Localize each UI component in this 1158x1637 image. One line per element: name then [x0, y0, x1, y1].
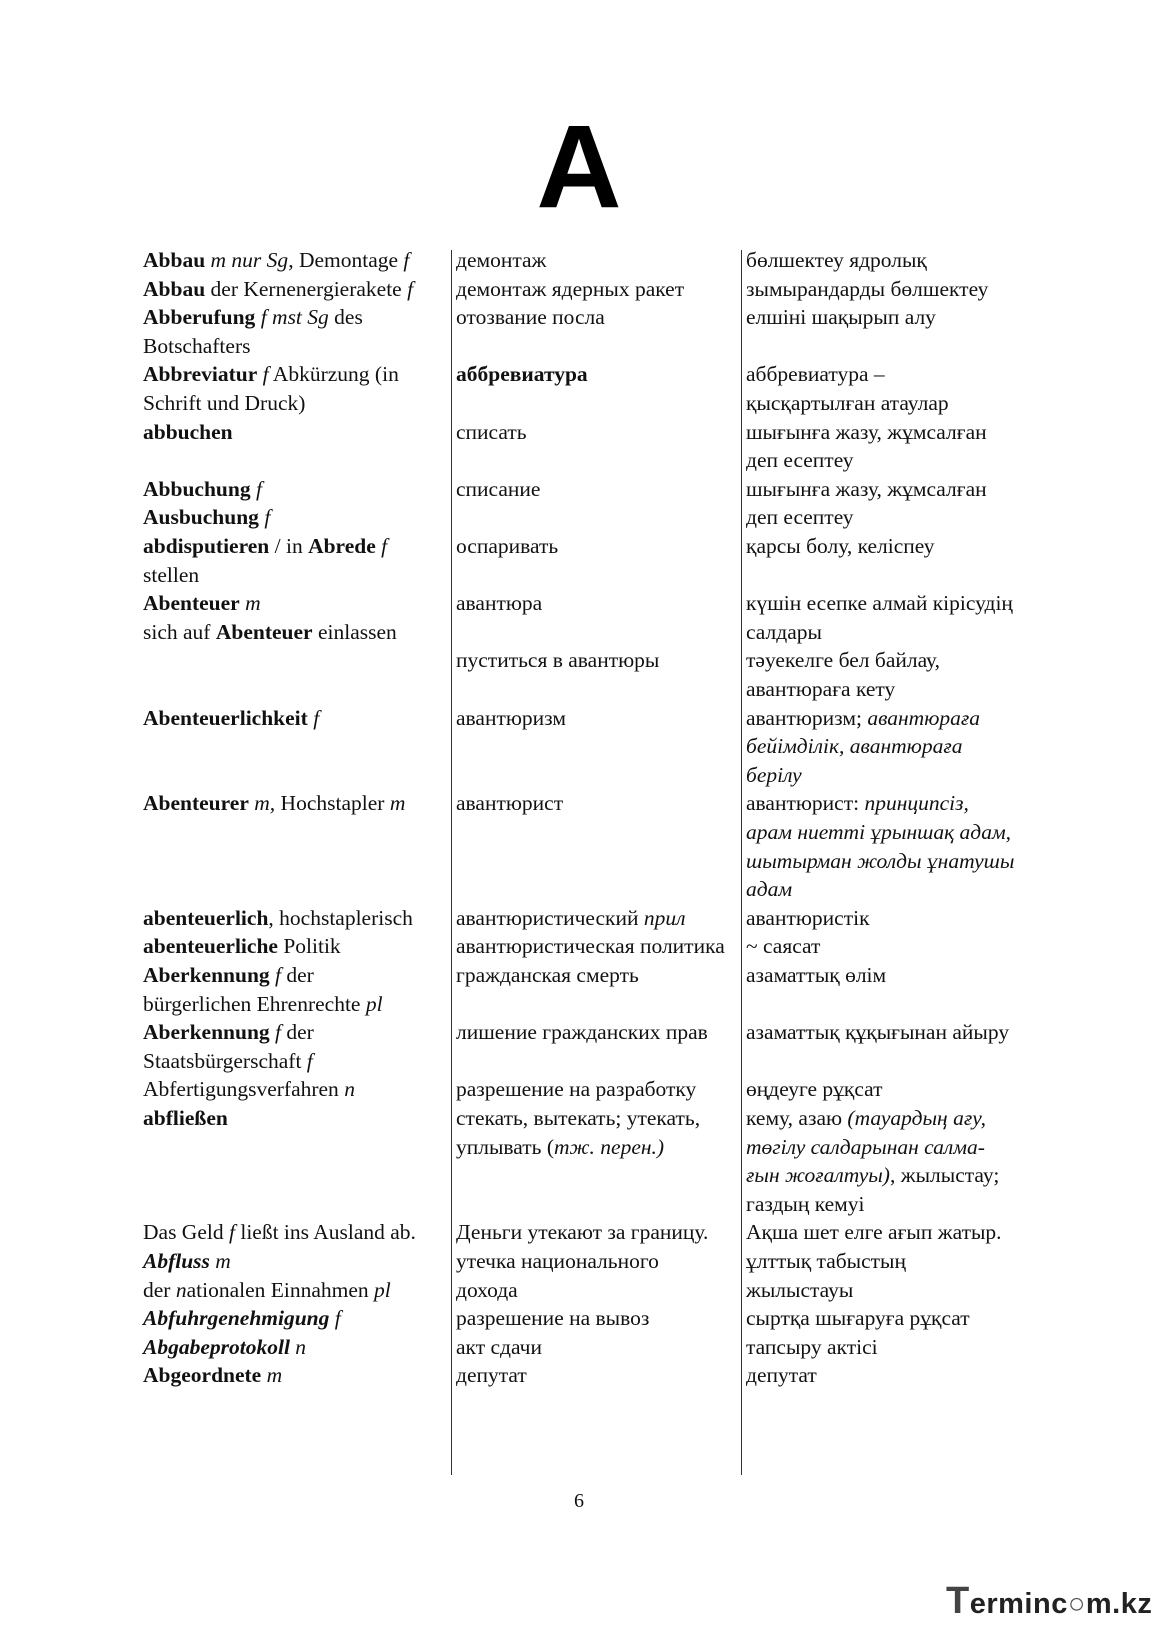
- entry-line: газдың кемуі: [746, 1191, 865, 1216]
- entry-line: авантюраға кету: [746, 676, 896, 701]
- logo-mark: T: [946, 1580, 970, 1622]
- entry-line: Abenteuerlichkeit f: [143, 705, 320, 730]
- entry-line: сыртқа шығаруға рұқсат: [746, 1306, 970, 1331]
- entry-line: Abfertigungsverfahren n: [143, 1077, 355, 1102]
- entry-line: Aberkennung f der: [143, 1020, 314, 1045]
- entry-line: Abgeordnete m: [143, 1363, 283, 1388]
- entry-line: оспаривать: [456, 534, 559, 558]
- russian-term: [456, 475, 540, 504]
- kazakh-term: [746, 1018, 1009, 1047]
- german-term: [143, 1333, 306, 1362]
- entry-line: авантюристік: [746, 905, 870, 930]
- entry-line: депутат: [456, 1363, 527, 1388]
- german-term: [143, 1304, 341, 1333]
- entry-line: Abberufung f mst Sg des: [143, 305, 363, 330]
- entry-line: кему, азаю (тауардың ағу,: [746, 1106, 987, 1130]
- entry-line: бөлшектеу ядролық: [746, 248, 927, 272]
- kazakh-term: [746, 789, 1014, 903]
- kazakh-term: [746, 1104, 999, 1218]
- german-term: [143, 475, 270, 532]
- entry-line: шытырман жолды ұнатушы: [746, 848, 1015, 873]
- german-term: [143, 1247, 391, 1304]
- russian-term: [456, 646, 659, 675]
- russian-term: [456, 418, 527, 447]
- entry-line: арам ниетті ұрыншақ адам,: [746, 819, 1012, 844]
- entry-line: Abgabeprotokoll n: [143, 1334, 307, 1359]
- entry-line: азаматтық өлім: [746, 963, 887, 987]
- russian-term: [456, 1361, 527, 1390]
- german-term: [143, 418, 233, 447]
- entry-line: abdisputieren / in Abrede f: [143, 534, 388, 558]
- german-term: [143, 961, 383, 1018]
- entry-line: списание: [456, 476, 541, 501]
- entry-line: қысқартылған атаулар: [746, 390, 949, 415]
- entry-line: азаматтық құқығынан айыру: [746, 1020, 1010, 1045]
- entry-line: Abenteurer m, Hochstapler m: [143, 791, 406, 816]
- russian-term: [456, 532, 558, 561]
- kazakh-term: [746, 246, 927, 275]
- entry-line: салдары: [746, 619, 822, 644]
- russian-term: [456, 1018, 708, 1047]
- entry-line: разрешение на вывоз: [456, 1306, 650, 1331]
- kazakh-term: [746, 1304, 970, 1333]
- german-term: [143, 1104, 228, 1133]
- entry-line: өңдеуге рұқсат: [746, 1077, 883, 1102]
- entry-line: дохода: [456, 1277, 518, 1302]
- kazakh-term: [746, 1247, 906, 1304]
- kazakh-term: [746, 1075, 883, 1104]
- entry-line: акт сдачи: [456, 1334, 542, 1359]
- entry-line: авантюризм; авантюраға: [746, 705, 981, 730]
- kazakh-term: [746, 275, 988, 304]
- entry-line: берілу: [746, 762, 802, 787]
- entry-line: abenteuerlich, hochstaplerisch: [143, 905, 413, 930]
- russian-term: [456, 246, 546, 275]
- entry-line: стекать, вытекать; утекать,: [456, 1106, 701, 1130]
- entry-line: отозвание посла: [456, 305, 605, 330]
- kazakh-term: [746, 961, 886, 990]
- kazakh-term: [746, 360, 949, 417]
- kazakh-term: [746, 704, 980, 790]
- entry-line: Botschafters: [143, 333, 251, 358]
- entry-line: разрешение на разработку: [456, 1077, 697, 1102]
- watermark-text: erminc: [969, 1588, 1068, 1620]
- entry-line: Staatsbürgerschaft f: [143, 1048, 313, 1073]
- german-term: [143, 275, 413, 304]
- german-term: [143, 789, 405, 818]
- entry-line: бейімділік, авантюраға: [746, 734, 963, 759]
- entry-line: аббревиатура –: [746, 362, 885, 387]
- entry-line: abbuchen: [143, 419, 233, 444]
- entry-line: демонтаж: [456, 248, 547, 272]
- entry-line: Abbau m nur Sg, Demontage f: [143, 248, 410, 272]
- german-term: [143, 932, 341, 961]
- entry-line: уплывать (тж. перен.): [456, 1134, 665, 1159]
- entry-line: Ausbuchung f: [143, 505, 271, 530]
- german-term: [143, 589, 397, 646]
- entry-line: Abbau der Kernenergierakete f: [143, 276, 414, 301]
- german-term: [143, 1018, 314, 1075]
- entry-line: abfließen: [143, 1106, 228, 1130]
- russian-term: [456, 904, 686, 933]
- entry-line: Aberkennung f der: [143, 963, 314, 987]
- entry-line: Ақша шет елге ағып жатыр.: [746, 1220, 1002, 1245]
- entry-line: утечка национального: [456, 1249, 659, 1273]
- entry-line: шығынға жазу, жұмсалған: [746, 419, 987, 444]
- entry-line: демонтаж ядерных ракет: [456, 276, 685, 301]
- entry-line: деп есептеу: [746, 448, 854, 473]
- kazakh-term: [746, 1361, 817, 1390]
- entry-line: Schrift und Druck): [143, 390, 306, 415]
- entry-line: шығынға жазу, жұмсалған: [746, 476, 987, 501]
- entry-line: abenteuerliche Politik: [143, 934, 341, 959]
- entry-line: адам: [746, 877, 793, 902]
- entry-line: sich auf Abenteuer einlassen: [143, 619, 397, 644]
- german-term: [143, 704, 319, 733]
- russian-term: [456, 589, 542, 618]
- russian-term: [456, 1104, 700, 1161]
- entry-line: Abbuchung f: [143, 476, 262, 501]
- entry-line: пуститься в авантюры: [456, 648, 660, 673]
- kazakh-term: [746, 1333, 878, 1362]
- page-number: 6: [574, 1490, 584, 1512]
- entry-line: Abfuhrgenehmigung f: [143, 1306, 341, 1331]
- kazakh-term: [746, 303, 936, 332]
- german-term: [143, 1218, 416, 1247]
- german-term: [143, 904, 413, 933]
- entry-line: зымырандарды бөлшектеу: [746, 276, 989, 301]
- russian-term: [456, 360, 588, 389]
- russian-term: [456, 303, 605, 332]
- german-term: [143, 1075, 355, 1104]
- kazakh-term: [746, 418, 987, 475]
- entry-line: ғын жоғалтуы), жылыстау;: [746, 1163, 1000, 1188]
- entry-line: депутат: [746, 1363, 817, 1388]
- german-term: [143, 303, 363, 360]
- entry-line: авантюристическая политика: [456, 934, 725, 959]
- entry-line: гражданская смерть: [456, 963, 639, 987]
- entry-line: авантюрист: принципсіз,: [746, 791, 969, 816]
- entry-line: Деньги утекают за границу.: [456, 1220, 709, 1245]
- russian-term: [456, 961, 639, 990]
- entry-line: ұлттық табыстың: [746, 1249, 907, 1273]
- magnifier-icon: ○: [1067, 1588, 1086, 1620]
- kazakh-term: [746, 475, 987, 532]
- entry-line: авантюризм: [456, 705, 566, 730]
- russian-term: [456, 1218, 708, 1247]
- russian-term: [456, 704, 566, 733]
- russian-term: [456, 1075, 696, 1104]
- russian-term: [456, 275, 684, 304]
- entry-line: төгілу салдарынан салма-: [746, 1134, 985, 1159]
- entry-line: тапсыру актісі: [746, 1334, 878, 1359]
- entry-line: ~ саясат: [746, 934, 821, 959]
- entry-line: Abenteuer m: [143, 591, 261, 616]
- entry-line: Abbreviatur f Abkürzung (in: [143, 362, 399, 387]
- entry-line: авантюристический прил: [456, 905, 686, 930]
- german-term: [143, 1361, 282, 1390]
- entry-line: stellen: [143, 562, 200, 587]
- german-term: [143, 360, 399, 417]
- column-divider-1: [451, 250, 452, 1475]
- entry-line: жылыстауы: [746, 1277, 854, 1302]
- russian-term: [456, 932, 725, 961]
- entry-line: авантюрист: [456, 791, 564, 816]
- entry-line: қарсы болу, келіспеу: [746, 534, 935, 558]
- entry-line: Abfluss m: [143, 1249, 231, 1273]
- russian-term: [456, 1247, 659, 1304]
- entry-line: күшін есепке алмай кірісудің: [746, 591, 1013, 616]
- entry-line: списать: [456, 419, 527, 444]
- kazakh-term: [746, 932, 820, 961]
- entry-line: Das Geld f ließt ins Ausland ab.: [143, 1220, 416, 1245]
- russian-term: [456, 1333, 542, 1362]
- german-term: [143, 532, 387, 589]
- kazakh-term: [746, 589, 1013, 646]
- german-term: [143, 246, 409, 275]
- entry-line: bürgerlichen Ehrenrechte pl: [143, 991, 383, 1016]
- kazakh-term: [746, 904, 870, 933]
- russian-term: [456, 1304, 649, 1333]
- column-divider-2: [741, 250, 742, 1475]
- entry-line: der nationalen Einnahmen pl: [143, 1277, 391, 1302]
- entry-line: авантюра: [456, 591, 543, 616]
- section-letter: A: [536, 101, 622, 233]
- entry-line: тәуекелге бел байлау,: [746, 648, 941, 673]
- kazakh-term: [746, 532, 935, 561]
- entry-line: елшіні шақырып алу: [746, 305, 936, 330]
- kazakh-term: [746, 646, 940, 703]
- entry-line: аббревиатура: [456, 362, 588, 387]
- site-logo: Terminc○m.kz: [946, 1580, 1153, 1622]
- entry-line: деп есептеу: [746, 505, 854, 530]
- russian-term: [456, 789, 563, 818]
- entry-line: лишение гражданских прав: [456, 1020, 708, 1045]
- kazakh-term: [746, 1218, 1002, 1247]
